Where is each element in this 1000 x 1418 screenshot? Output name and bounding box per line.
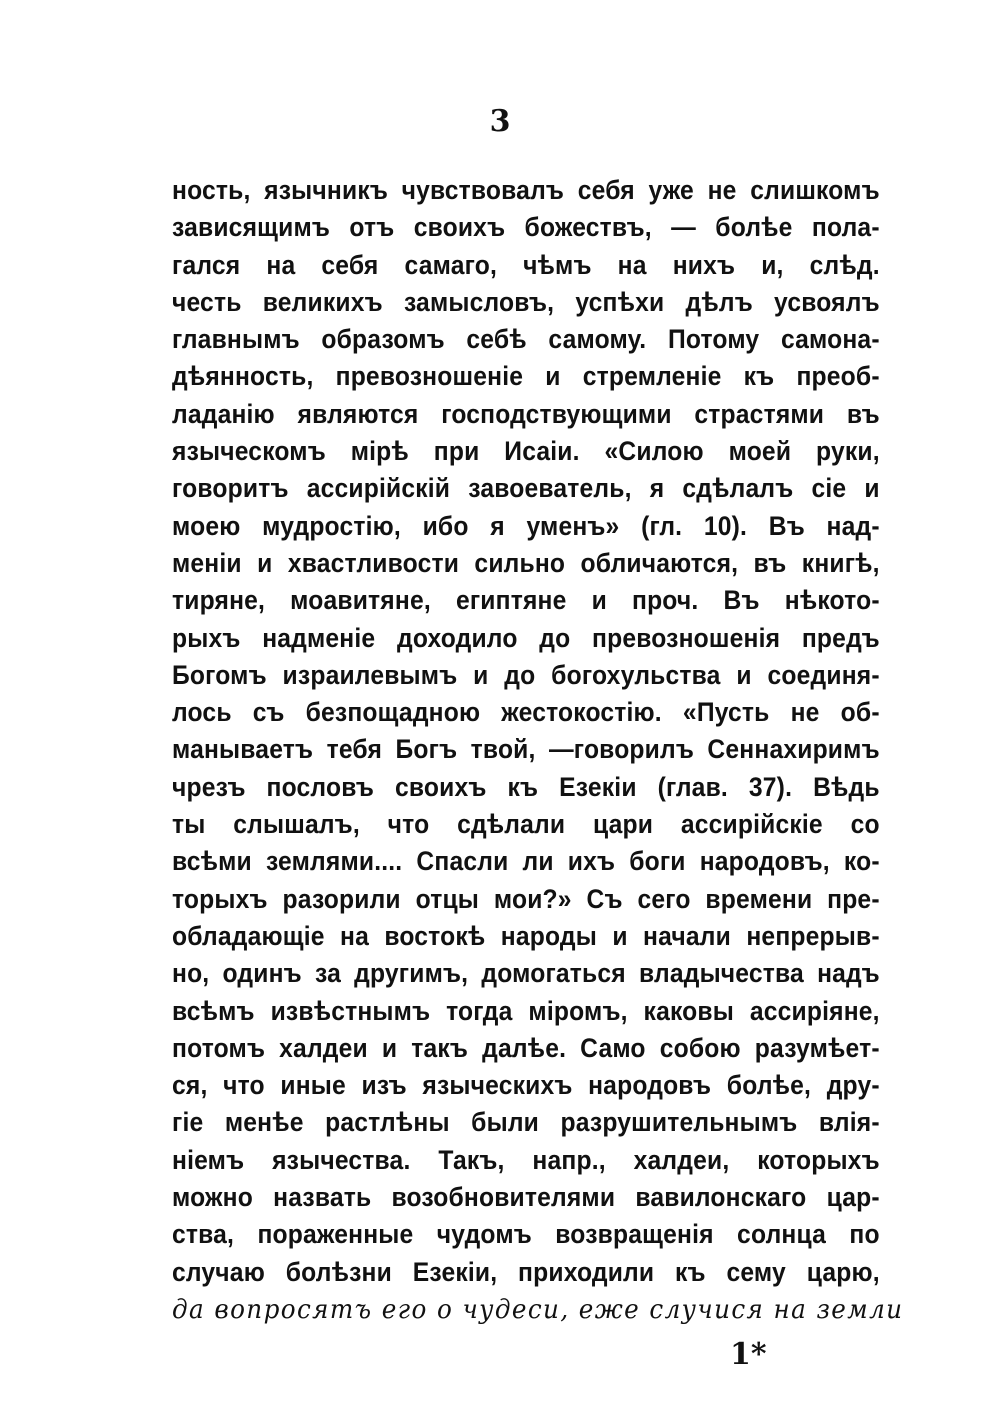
text-line: но, одинъ за другимъ, домогаться владычества надъ xyxy=(172,958,880,989)
text-line: рыхъ надменіе доходило до превозношенія предъ xyxy=(172,622,880,653)
signature-mark: 1* xyxy=(730,1337,767,1372)
text-line: ность, язычникъ чувствовалъ себя уже не слишкомъ xyxy=(172,175,880,205)
italic-quote-line: да вопросятъ его о чудеси, еже случися на земли xyxy=(172,1293,904,1325)
text-line: тиряне, моавитяне, египтяне и проч. Въ нѣкото- xyxy=(172,585,880,616)
page-number: 3 xyxy=(489,104,511,139)
text-line: меніи и хвастливости сильно обличаются, въ книгѣ, xyxy=(172,547,880,578)
text-line: гіе менѣе растлѣны были разрушительнымъ влія- xyxy=(172,1107,880,1138)
text-line: можно назвать возобновителями вавилонскаго цар- xyxy=(172,1182,880,1213)
text-line: чрезъ пословъ своихъ къ Езекіи (глав. 37). Вѣдь xyxy=(172,771,880,802)
text-line: лось съ безпощадною жестокостію. «Пусть не об- xyxy=(172,697,880,728)
text-line: гался на себя самаго, чѣмъ на нихъ и, слѣд. xyxy=(172,249,880,280)
body-text xyxy=(172,172,904,1328)
text-line: всѣми землями.... Спасли ли ихъ боги народовъ, ко- xyxy=(172,846,880,877)
text-line: случаю болѣзни Езекіи, приходили къ сему царю, xyxy=(172,1256,880,1287)
text-line: ся, что иные изъ языческихъ народовъ болѣе, дру- xyxy=(172,1070,880,1101)
text-line: Богомъ израилевымъ и до богохульства и соединя- xyxy=(172,659,880,690)
text-line: честь великихъ замысловъ, успѣхи дѣлъ усвоялъ xyxy=(172,286,880,317)
text-line: языческомъ мірѣ при Исаіи. «Силою моей руки, xyxy=(172,436,880,467)
text-line: ладанію являются господствующими страстями въ xyxy=(172,398,880,429)
text-line: манываетъ тебя Богъ твой, —говорилъ Сеннахиримъ xyxy=(172,734,880,765)
text-line: ніемъ язычества. Такъ, напр., халдеи, которыхъ xyxy=(172,1144,880,1175)
text-line: ства, пораженные чудомъ возвращенія солнца по xyxy=(172,1219,880,1250)
text-line: дѣянность, превозношеніе и стремленіе къ преоб- xyxy=(172,361,880,392)
text-line: потомъ халдеи и такъ далѣе. Само собою разумѣет- xyxy=(172,1032,880,1063)
text-line: говоритъ ассирійскій завоеватель, я сдѣлалъ сіе и xyxy=(172,473,880,504)
text-line: зависящимъ отъ своихъ божествъ, — болѣе пола- xyxy=(172,212,880,243)
text-line: главнымъ образомъ себѣ самому. Потому самона- xyxy=(172,324,880,355)
text-line: торыхъ разорили отцы мои?» Съ сего времени пре- xyxy=(172,883,880,914)
text-line: моею мудростію, ибо я уменъ» (гл. 10). Въ над- xyxy=(172,510,880,541)
text-line: обладающіе на востокѣ народы и начали непрерыв- xyxy=(172,920,880,951)
text-line: ты слышалъ, что сдѣлали цари ассирійскіе со xyxy=(172,809,880,840)
text-line: всѣмъ извѣстнымъ тогда міромъ, каковы ассиріяне, xyxy=(172,995,880,1026)
